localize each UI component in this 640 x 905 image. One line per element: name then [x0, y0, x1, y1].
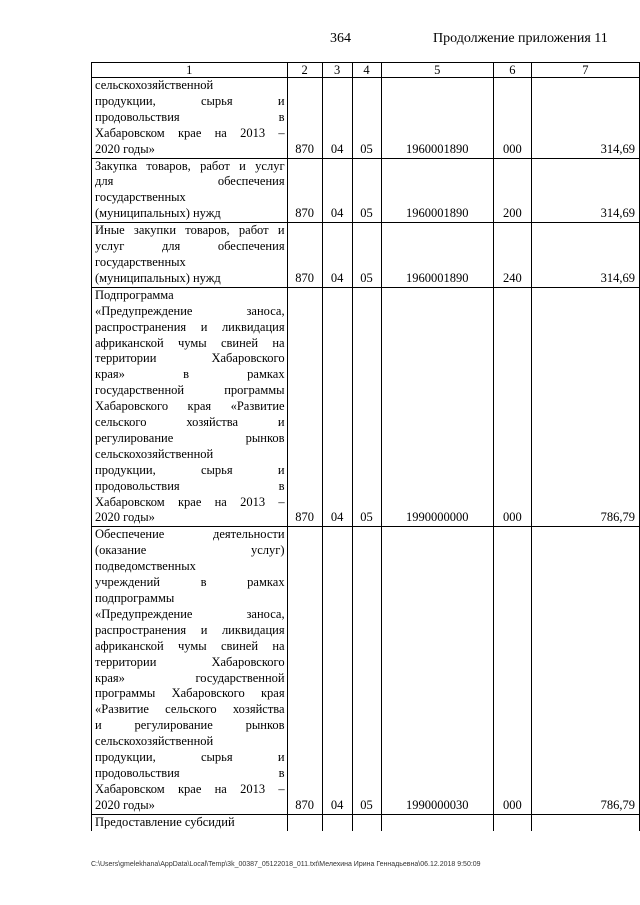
- description-line: государственных: [95, 190, 186, 205]
- table-row: [92, 814, 640, 831]
- subsection-code-cell: [352, 814, 381, 831]
- section-code-cell: 04: [322, 78, 352, 159]
- amount-cell: 314,69: [531, 78, 639, 159]
- subsection-code-cell: 05: [352, 527, 381, 814]
- description-line: для обеспечения: [95, 174, 285, 189]
- amount-cell: 314,69: [531, 158, 639, 223]
- section-code-cell: 04: [322, 158, 352, 223]
- description-line: продукции, сырья и: [95, 750, 285, 765]
- page-number: 364: [330, 31, 351, 46]
- description-line: регулирование рынков: [95, 430, 285, 445]
- target-article-cell: 1990000000: [381, 287, 494, 527]
- description-line: (муниципальных) нужд: [95, 270, 221, 285]
- column-header: 4: [352, 63, 381, 78]
- subsection-code-cell: 05: [352, 287, 381, 527]
- description-line: Хабаровском крае на 2013 –: [95, 781, 285, 796]
- file-path-footer: C:\Users\gmelekhana\AppData\Local\Temp\3k_00387_05122018_011.txt\Мелехина Ирина Геннадьевна\06.12.2018 9:50:09: [91, 861, 481, 868]
- column-header: 1: [92, 63, 288, 78]
- expense-type-cell: 000: [494, 287, 532, 527]
- description-line: территории Хабаровского: [95, 351, 285, 366]
- description-line: (муниципальных) нужд: [95, 206, 221, 221]
- amount-cell: 314,69: [531, 223, 639, 288]
- description-line: территории Хабаровского: [95, 654, 285, 669]
- row-description: [92, 287, 288, 527]
- description-line: государственных: [95, 254, 186, 269]
- budget-table: [91, 62, 640, 831]
- description-line: Подпрограмма: [95, 287, 174, 302]
- description-line: продовольствия в: [95, 109, 285, 124]
- admin-code-cell: 870: [287, 158, 322, 223]
- continuation-label: Продолжение приложения 11: [433, 31, 608, 46]
- description-line: Предоставление субсидий: [95, 814, 235, 829]
- description-line: «Развитие сельского хозяйства: [95, 702, 285, 717]
- description-line: африканской чумы свиней на: [95, 335, 285, 350]
- description-line: сельскохозяйственной: [95, 446, 214, 461]
- description-line: продовольствия в: [95, 765, 285, 780]
- target-article-cell: 1960001890: [381, 158, 494, 223]
- admin-code-cell: 870: [287, 287, 322, 527]
- expense-type-cell: 240: [494, 223, 532, 288]
- admin-code-cell: [287, 814, 322, 831]
- table-row: [92, 287, 640, 527]
- expense-type-cell: 000: [494, 78, 532, 159]
- column-header: 7: [531, 63, 639, 78]
- column-header: 6: [494, 63, 532, 78]
- expense-type-cell: 200: [494, 158, 532, 223]
- description-line: распространения и ликвидация: [95, 622, 285, 637]
- description-line: распространения и ликвидация: [95, 319, 285, 334]
- description-line: Хабаровском крае на 2013 –: [95, 494, 285, 509]
- admin-code-cell: 870: [287, 223, 322, 288]
- description-line: Хабаровского края «Развитие: [95, 399, 285, 414]
- column-header: 2: [287, 63, 322, 78]
- expense-type-cell: [494, 814, 532, 831]
- expense-type-cell: 000: [494, 527, 532, 814]
- description-line: Хабаровском крае на 2013 –: [95, 125, 285, 140]
- subsection-code-cell: 05: [352, 78, 381, 159]
- subsection-code-cell: 05: [352, 158, 381, 223]
- description-line: (оказание услуг): [95, 543, 285, 558]
- description-line: и регулирование рынков: [95, 718, 285, 733]
- description-line: программы Хабаровского края: [95, 686, 285, 701]
- column-number-row: [92, 63, 640, 78]
- column-header: 5: [381, 63, 494, 78]
- description-line: 2020 годы»: [95, 510, 155, 525]
- description-line: продукции, сырья и: [95, 93, 285, 108]
- section-code-cell: 04: [322, 223, 352, 288]
- description-line: 2020 годы»: [95, 141, 155, 156]
- row-description: [92, 527, 288, 814]
- description-line: края» в рамках: [95, 367, 285, 382]
- subsection-code-cell: 05: [352, 223, 381, 288]
- description-line: сельского хозяйства и: [95, 415, 285, 430]
- section-code-cell: [322, 814, 352, 831]
- admin-code-cell: 870: [287, 527, 322, 814]
- description-line: края» государственной: [95, 670, 285, 685]
- description-line: подведомственных: [95, 559, 196, 574]
- row-description: [92, 78, 288, 159]
- amount-cell: 786,79: [531, 527, 639, 814]
- description-line: государственной программы: [95, 383, 285, 398]
- description-line: продовольствия в: [95, 478, 285, 493]
- target-article-cell: 1960001890: [381, 78, 494, 159]
- section-code-cell: 04: [322, 287, 352, 527]
- target-article-cell: 1960001890: [381, 223, 494, 288]
- description-line: африканской чумы свиней на: [95, 638, 285, 653]
- column-header: 3: [322, 63, 352, 78]
- description-line: Закупка товаров, работ и услуг: [95, 158, 285, 173]
- description-line: продукции, сырья и: [95, 462, 285, 477]
- description-line: Обеспечение деятельности: [95, 527, 285, 542]
- description-line: «Предупреждение заноса,: [95, 606, 285, 621]
- description-line: услуг для обеспечения: [95, 239, 285, 254]
- section-code-cell: 04: [322, 527, 352, 814]
- table-row: [92, 158, 640, 223]
- description-line: подпрограммы: [95, 591, 175, 605]
- row-description: [92, 158, 288, 223]
- target-article-cell: 1990000030: [381, 527, 494, 814]
- description-line: учреждений в рамках: [95, 575, 285, 590]
- table-row: [92, 223, 640, 288]
- row-description: [92, 223, 288, 288]
- row-description: [92, 814, 288, 831]
- description-line: сельскохозяйственной: [95, 78, 214, 92]
- amount-cell: 786,79: [531, 287, 639, 527]
- description-line: «Предупреждение заноса,: [95, 303, 285, 318]
- description-line: Иные закупки товаров, работ и: [95, 223, 285, 238]
- target-article-cell: [381, 814, 494, 831]
- admin-code-cell: 870: [287, 78, 322, 159]
- description-line: 2020 годы»: [95, 797, 155, 812]
- table-row: [92, 527, 640, 814]
- table-row: [92, 78, 640, 159]
- description-line: сельскохозяйственной: [95, 734, 214, 749]
- amount-cell: [531, 814, 639, 831]
